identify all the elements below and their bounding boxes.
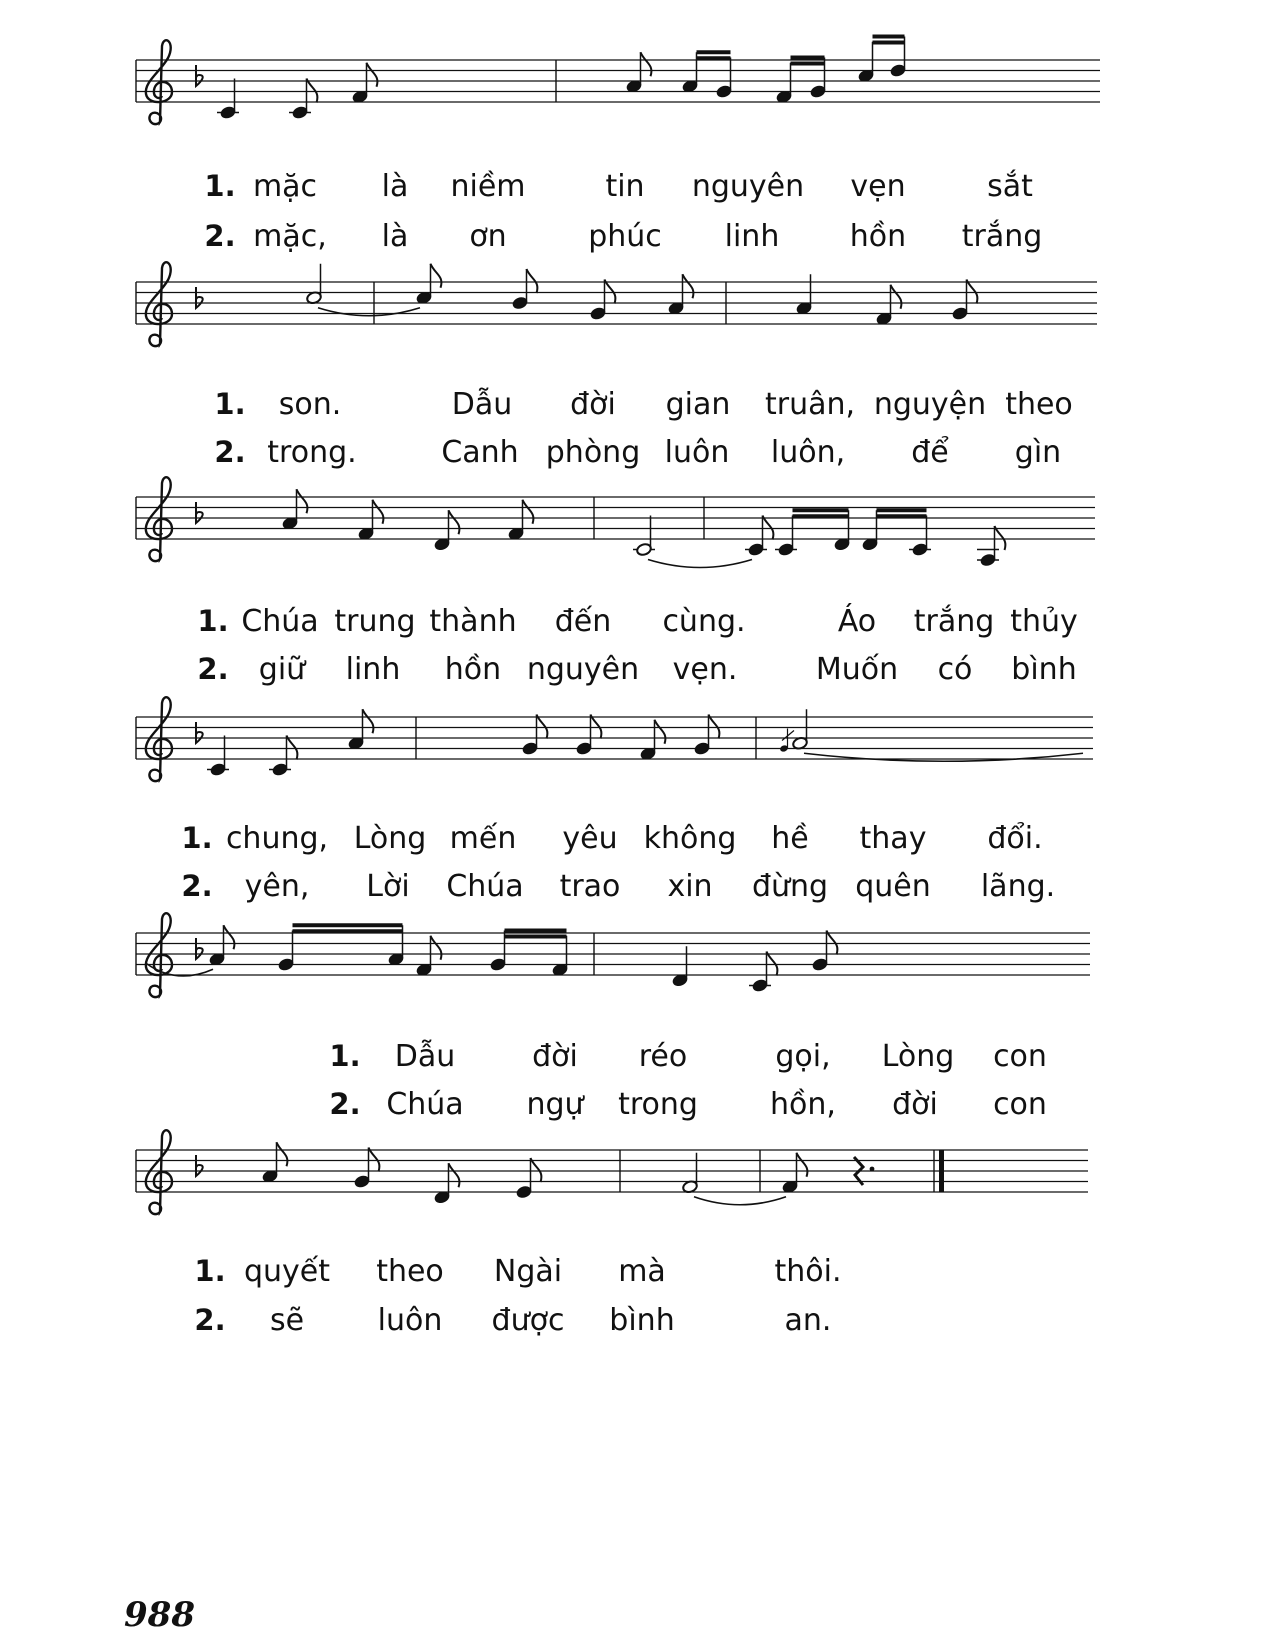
lyric-syllable: Lòng: [881, 1039, 955, 1074]
lyric-syllable: đời: [892, 1087, 938, 1122]
lyric-syllable: son.: [278, 387, 342, 422]
lyric-syllable: là: [381, 169, 409, 204]
eighth-flag: [449, 1163, 460, 1187]
lyric-syllable: réo: [638, 1039, 688, 1074]
treble-clef: [146, 40, 172, 124]
verse-number: 1.: [214, 387, 246, 421]
lyric-syllable: Chúa: [241, 604, 319, 639]
staff-system: [136, 697, 1093, 904]
dot: [870, 1167, 875, 1172]
lyric-syllable: nguyên: [691, 169, 805, 204]
lyric-syllable: cùng.: [662, 604, 746, 639]
eighth-flag: [591, 715, 602, 739]
lyric-syllable: gìn: [1014, 435, 1062, 470]
lyric-syllable: vẹn: [850, 169, 906, 204]
eighth-flag: [655, 720, 666, 744]
lyric-syllable: trong: [618, 1087, 698, 1122]
tie: [318, 308, 420, 316]
eighth-flag: [277, 1142, 288, 1166]
eighth-flag: [297, 489, 308, 513]
lyric-syllable: Chúa: [386, 1087, 464, 1122]
lyric-syllable: linh: [345, 652, 401, 687]
eighth-flag: [763, 516, 774, 540]
lyric-syllable: con: [993, 1087, 1047, 1122]
eighth-flag: [797, 1153, 808, 1177]
verse-number: 1.: [197, 604, 229, 638]
lyric-syllable: đời: [570, 387, 616, 422]
lyric-syllable: thủy: [1010, 604, 1078, 639]
eighth-flag: [224, 925, 235, 949]
eighth-flag: [605, 280, 616, 304]
lyric-syllable: mặc: [252, 169, 318, 204]
lyric-syllable: nguyên: [526, 652, 640, 687]
lyric-syllable: không: [643, 821, 737, 856]
staff-system: [136, 477, 1095, 687]
eighth-flag: [967, 280, 978, 304]
eighth-flag: [449, 510, 460, 534]
staff-system: [136, 1130, 1088, 1338]
lyric-syllable: hề: [771, 821, 809, 856]
verse-number: 2.: [197, 652, 229, 686]
staff-system: [136, 262, 1097, 470]
lyric-syllable: hồn: [849, 219, 907, 254]
lyric-syllable: sắt: [987, 169, 1033, 204]
lyric-syllable: Áo: [837, 604, 877, 639]
lyric-syllable: trắng: [913, 604, 995, 639]
lyric-syllable: an.: [784, 1303, 832, 1338]
lyric-syllable: là: [381, 219, 409, 254]
lyric-syllable: yêu: [562, 821, 618, 856]
lyric-syllable: Dẫu: [451, 387, 513, 422]
lyric-syllable: có: [937, 652, 973, 687]
eighth-flag: [307, 79, 318, 103]
eighth-flag: [431, 936, 442, 960]
lyric-syllable: luôn,: [770, 435, 846, 470]
flat-sign: [196, 502, 203, 523]
lyric-syllable: giữ: [258, 652, 306, 687]
lyric-syllable: thôi.: [774, 1254, 842, 1289]
lyric-syllable: niềm: [450, 169, 526, 204]
treble-clef: [146, 697, 172, 781]
lyric-syllable: trong.: [267, 435, 357, 470]
lyric-syllable: phòng: [545, 435, 641, 470]
treble-clef: [146, 477, 172, 561]
lyric-syllable: chung,: [225, 821, 329, 856]
lyric-syllable: trung: [334, 604, 416, 639]
verse-number: 2.: [194, 1303, 226, 1337]
lyric-syllable: mặc,: [253, 219, 327, 254]
treble-clef: [146, 913, 172, 997]
verse-number: 1.: [194, 1254, 226, 1288]
lyric-syllable: trao: [559, 869, 621, 904]
lyric-syllable: ngự: [526, 1087, 584, 1122]
lyric-syllable: luôn: [664, 435, 730, 470]
lyric-syllable: Lời: [366, 869, 410, 904]
lyric-syllable: quyết: [243, 1254, 331, 1289]
lyric-syllable: Dẫu: [394, 1039, 456, 1074]
flat-sign: [196, 65, 203, 86]
lyric-syllable: hồn: [444, 652, 502, 687]
lyric-syllable: đến: [554, 604, 612, 639]
lyric-syllable: yên,: [244, 869, 310, 904]
lyric-syllable: gian: [665, 387, 731, 422]
verse-number: 1.: [329, 1039, 361, 1073]
lyric-syllable: thành: [429, 604, 517, 639]
lyric-syllable: gọi,: [775, 1039, 831, 1074]
lyric-syllable: trắng: [961, 219, 1043, 254]
lyric-syllable: để: [911, 435, 949, 470]
eighth-flag: [523, 500, 534, 524]
treble-clef: [146, 1130, 172, 1214]
final-barline-thick: [939, 1150, 944, 1192]
eighth-flag: [531, 1158, 542, 1182]
eighth-flag: [431, 264, 442, 288]
lyric-syllable: nguyện: [873, 387, 987, 422]
eighth-flag: [827, 931, 838, 955]
lyric-syllable: luôn: [377, 1303, 443, 1338]
verse-number: 1.: [181, 821, 213, 855]
lyric-syllable: thay: [859, 821, 927, 856]
eighth-flag: [537, 715, 548, 739]
verse-number: 2.: [181, 869, 213, 903]
lyric-syllable: tin: [605, 169, 645, 204]
tie: [804, 753, 1083, 761]
lyric-syllable: Chúa: [446, 869, 524, 904]
staff-system: [136, 913, 1090, 1122]
eighth-flag: [641, 52, 652, 76]
staff-system: [136, 37, 1100, 255]
tie: [694, 1197, 786, 1205]
verse-number: 1.: [204, 169, 236, 203]
flat-sign: [196, 287, 203, 308]
flat-sign: [196, 1155, 203, 1176]
eighth-flag: [709, 715, 720, 739]
eighth-flag: [369, 1148, 380, 1172]
eighth-flag: [527, 269, 538, 293]
lyric-syllable: bình: [609, 1303, 675, 1338]
eighth-flag: [287, 736, 298, 760]
lyric-syllable: đổi.: [987, 821, 1043, 856]
verse-number: 2.: [204, 219, 236, 253]
lyric-syllable: Lòng: [353, 821, 427, 856]
lyric-syllable: hồn,: [770, 1087, 836, 1122]
lyric-syllable: Canh: [441, 435, 519, 470]
verse-number: 2.: [214, 435, 246, 469]
lyric-syllable: con: [993, 1039, 1047, 1074]
lyric-syllable: mà: [618, 1254, 666, 1289]
lyric-syllable: Muốn: [815, 652, 899, 687]
lyric-syllable: truân,: [764, 387, 856, 422]
lyric-syllable: đừng: [751, 869, 829, 904]
flat-sign: [196, 722, 203, 743]
eighth-flag: [373, 500, 384, 524]
verse-number: 2.: [329, 1087, 361, 1121]
page-number: 988: [124, 1595, 195, 1635]
lyric-syllable: ơn: [469, 219, 507, 254]
lyric-syllable: mến: [449, 821, 517, 856]
eighth-flag: [683, 274, 694, 298]
lyric-syllable: sẽ: [269, 1303, 305, 1338]
eighth-flag: [367, 63, 378, 87]
tie: [648, 560, 752, 568]
treble-clef: [146, 262, 172, 346]
eighth-flag: [767, 952, 778, 976]
lyric-syllable: được: [491, 1303, 565, 1338]
lyric-syllable: theo: [1005, 387, 1073, 422]
eighth-flag: [995, 526, 1006, 550]
lyric-syllable: theo: [376, 1254, 444, 1289]
lyric-syllable: lãng.: [980, 869, 1056, 904]
lyric-syllable: xin: [667, 869, 713, 904]
eighth-flag: [891, 285, 902, 309]
flat-sign: [196, 938, 203, 959]
lyric-syllable: Ngài: [493, 1254, 563, 1289]
lyric-syllable: đời: [532, 1039, 578, 1074]
lyric-syllable: quên: [855, 869, 931, 904]
lyric-syllable: linh: [724, 219, 780, 254]
lyric-syllable: bình: [1011, 652, 1077, 687]
lyric-syllable: vẹn.: [672, 652, 738, 687]
eighth-flag: [363, 709, 374, 733]
lyric-syllable: phúc: [588, 219, 662, 254]
